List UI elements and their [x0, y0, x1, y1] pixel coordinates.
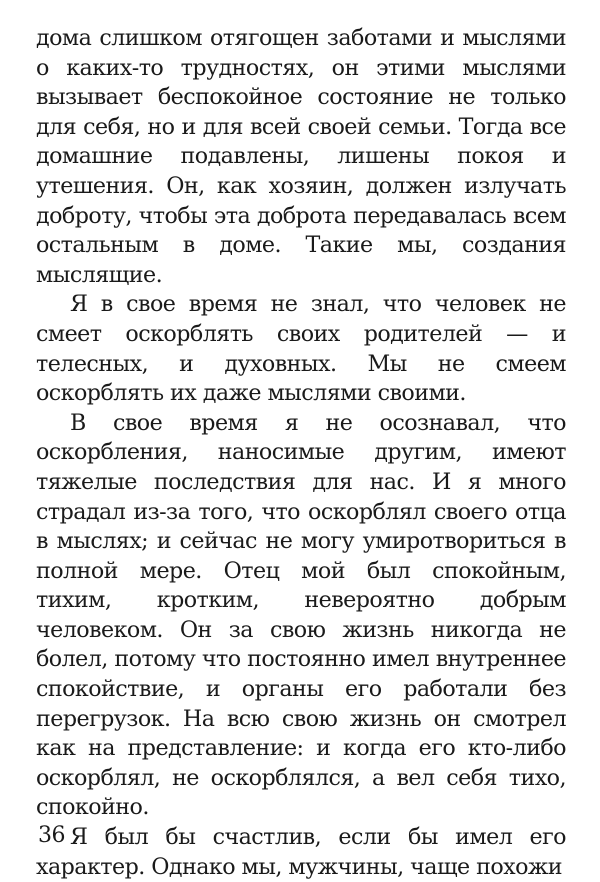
paragraph-character: Я был бы счастлив, если бы имел его характер. Однако мы, мужчины, чаще похожи — [36, 824, 566, 880]
paragraph-father: В свое время я не осознавал, что оскорбления, наносимые другим, имеют тяжелые последствия для нас. И я много страдал из-за того, что оскорблял своего отца в мыслях; и сейчас не могу умиротвориться в полной мере. Отец мой был спокойным, тихим, кротким, невероятно добрым человеком. Он за свою жизнь никогда не болел, потому что постоянно имел внутреннее спокойствие, и органы его работали без перегрузок. На всю свою жизнь он смотрел как на представление: и когда его кто-либо оскорблял, не оскорблялся, а вел себя тихо, спокойно. — [36, 409, 566, 821]
paragraph-continuation: дома слишком отягощен заботами и мыслями о каких-то трудностях, он этими мыслями вызывает беспокойное состояние не только для себя, но и для всей своей семьи. Тогда все домашние подавлены, лишены покоя и утешения. Он, как хозяин, должен излучать доброту, чтобы эта доброта передавалась всем остальным в доме. Такие мы, создания мыслящие. — [36, 25, 566, 288]
body-text — [36, 24, 566, 882]
paragraph-parents: Я в свое время не знал, что человек не смеет оскорблять своих родителей — и телесных, и духовных. Мы не смеем оскорблять их даже мыслями своими. — [36, 291, 566, 407]
page-number: 36 — [38, 823, 65, 848]
